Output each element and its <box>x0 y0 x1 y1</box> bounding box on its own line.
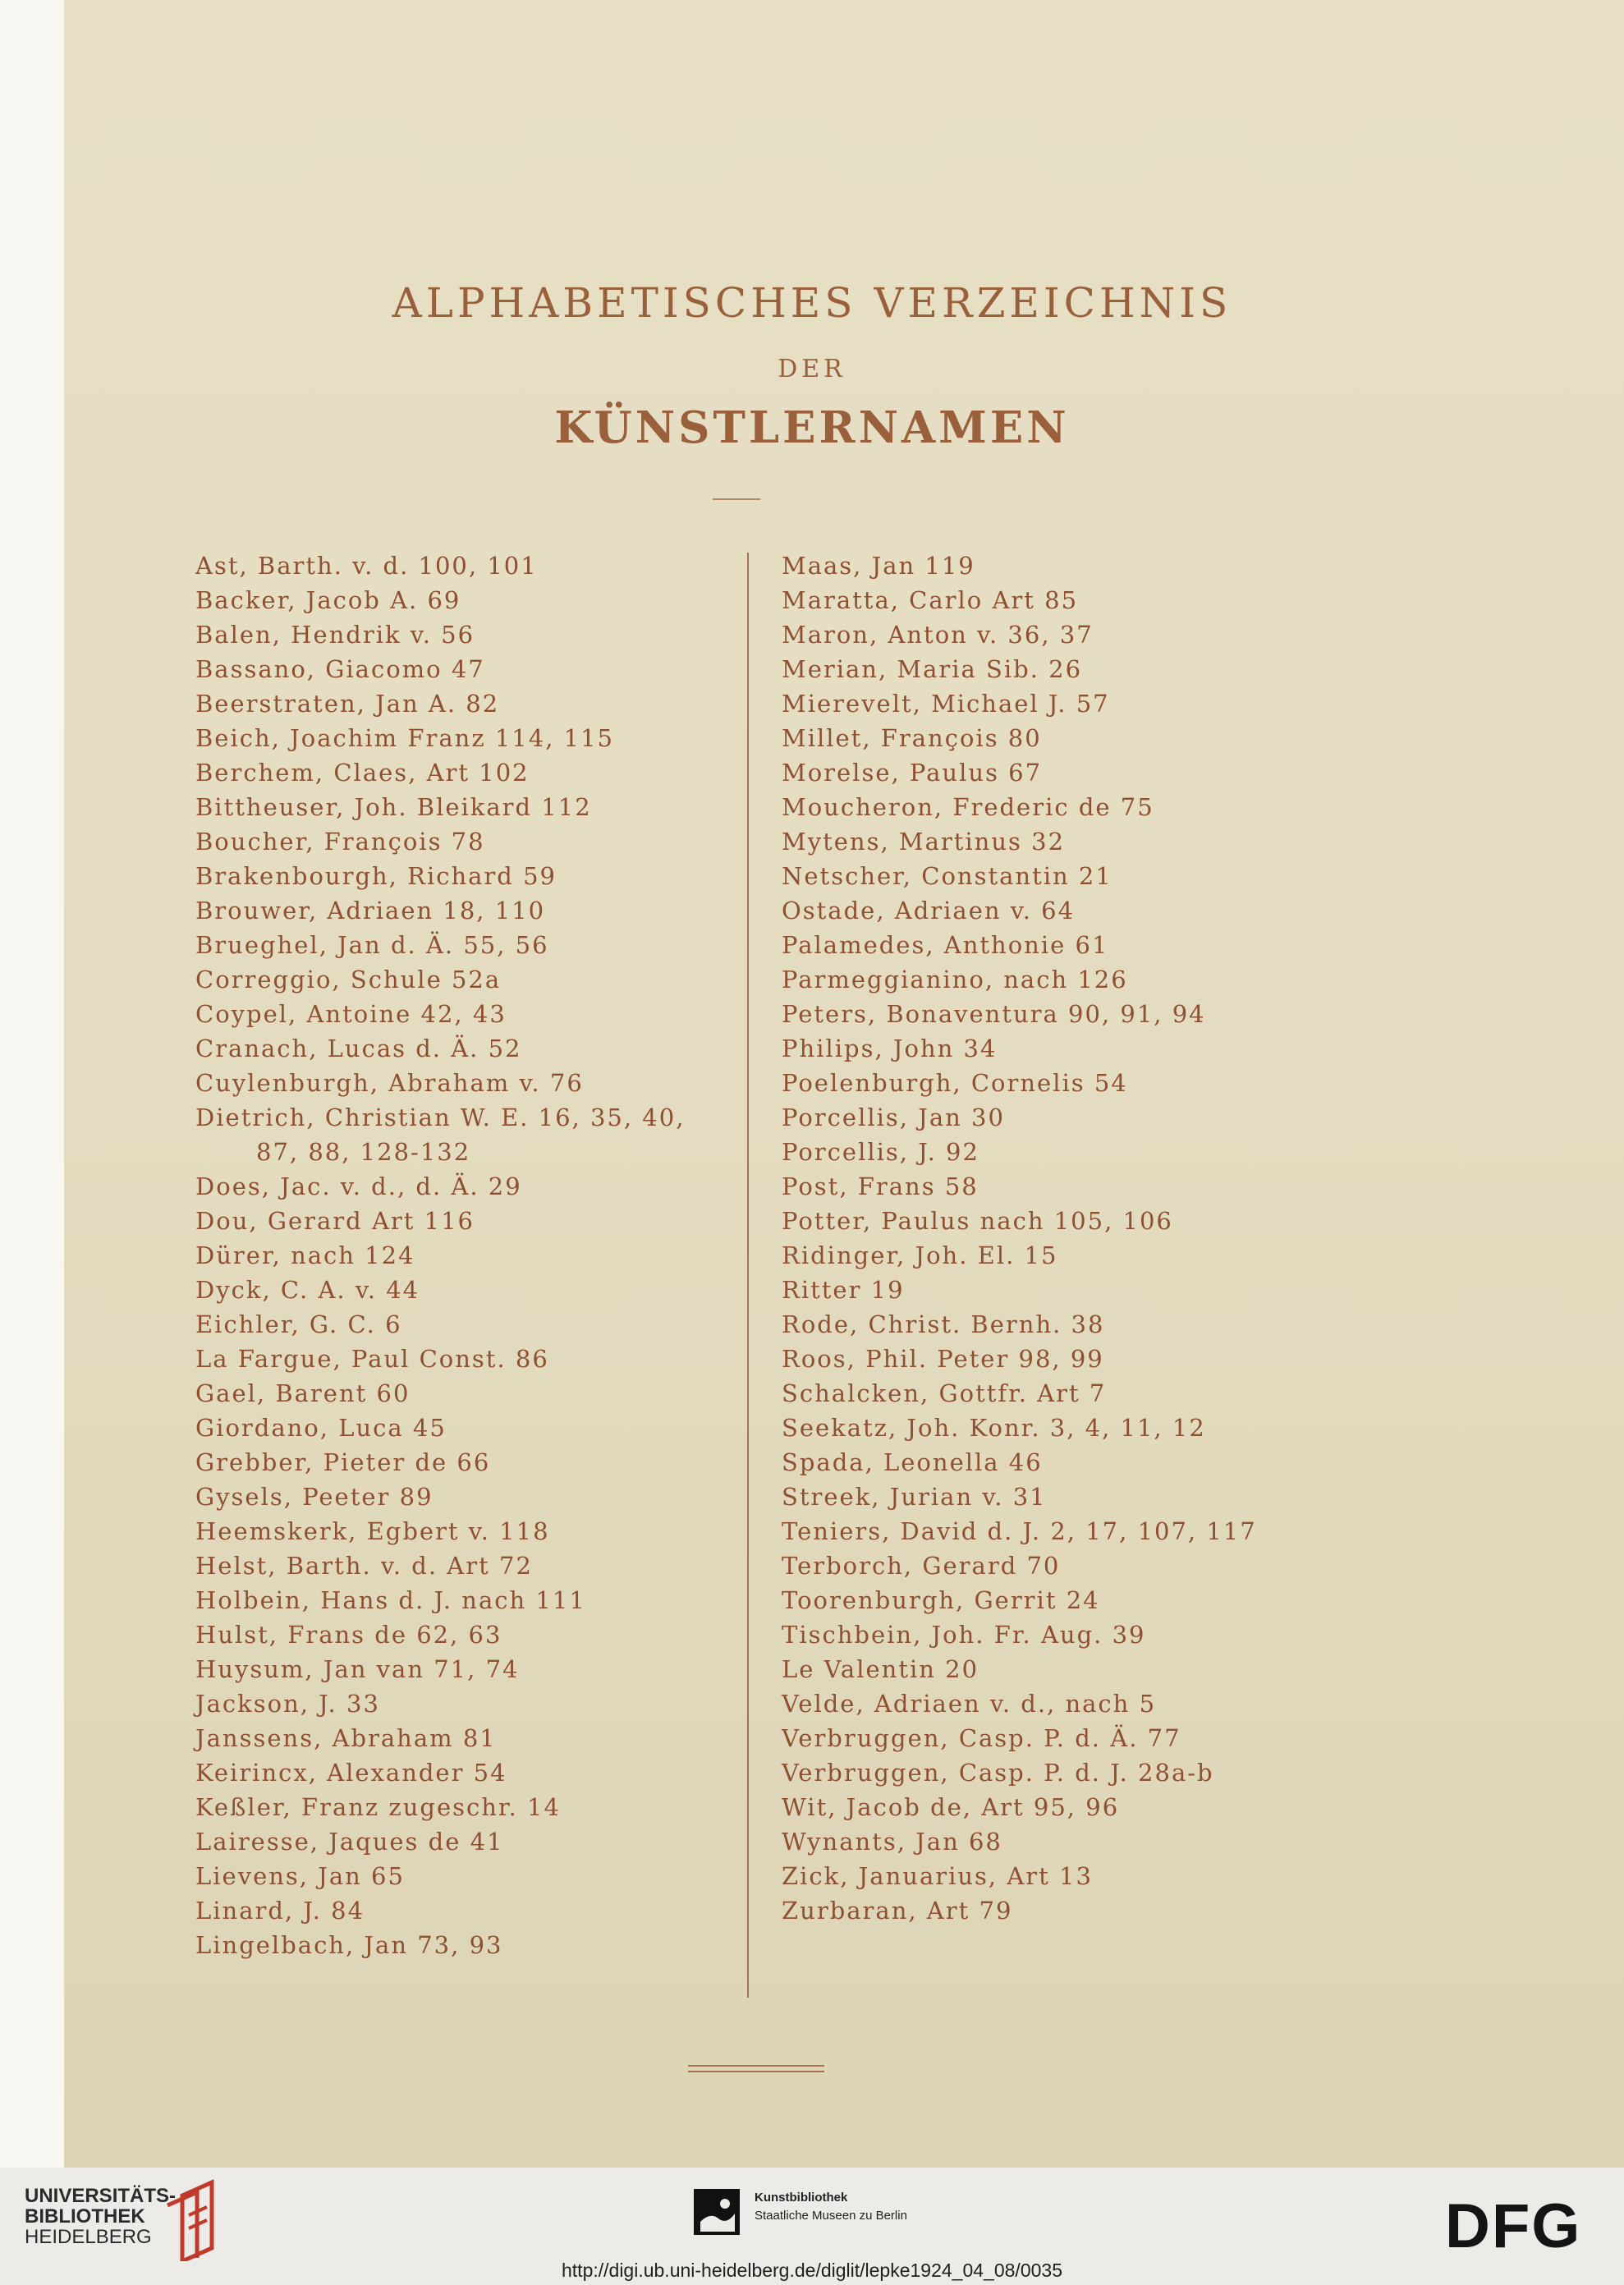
index-column-right <box>782 548 1257 1928</box>
index-entry: Wit, Jacob de, Art 95, 96 <box>782 1793 1120 1821</box>
index-entry: Gysels, Peeter 89 <box>195 1483 434 1511</box>
index-entry: Verbruggen, Casp. P. d. J. 28a-b <box>782 1759 1214 1787</box>
index-entry: Dürer, nach 124 <box>195 1241 415 1269</box>
index-entry: Ridinger, Joh. El. 15 <box>782 1241 1058 1269</box>
index-entry: Philips, John 34 <box>782 1035 998 1062</box>
index-entry: Cuylenburgh, Abraham v. 76 <box>195 1069 584 1097</box>
index-entry: Backer, Jacob A. 69 <box>195 586 461 614</box>
index-entry: Post, Frans 58 <box>782 1172 979 1200</box>
index-column-left <box>195 548 685 1962</box>
dfg-logo[interactable]: DFG <box>1445 2191 1582 2261</box>
index-entry: Linard, J. 84 <box>195 1897 365 1925</box>
index-entry: Velde, Adriaen v. d., nach 5 <box>782 1690 1157 1718</box>
index-entry: Morelse, Paulus 67 <box>782 759 1043 787</box>
index-entry: Brueghel, Jan d. Ä. 55, 56 <box>195 931 549 959</box>
index-entry: Palamedes, Anthonie 61 <box>782 931 1109 959</box>
index-entry: La Fargue, Paul Const. 86 <box>195 1345 549 1373</box>
index-entry: Jackson, J. 33 <box>195 1690 380 1718</box>
kb-subtitle: Staatliche Museen zu Berlin <box>755 2209 907 2223</box>
index-entry: Keßler, Franz zugeschr. 14 <box>195 1793 561 1821</box>
index-entry: Correggio, Schule 52a <box>195 966 502 993</box>
index-entry: Ast, Barth. v. d. 100, 101 <box>195 552 538 580</box>
index-entry: Brouwer, Adriaen 18, 110 <box>195 897 546 925</box>
index-entry: Ostade, Adriaen v. 64 <box>782 897 1076 925</box>
index-entry: Lievens, Jan 65 <box>195 1862 405 1890</box>
index-entry: Berchem, Claes, Art 102 <box>195 759 530 787</box>
index-entry: Helst, Barth. v. d. Art 72 <box>195 1552 533 1580</box>
index-entry: Balen, Hendrik v. 56 <box>195 621 475 649</box>
kb-title: Kunstbibliothek <box>755 2191 848 2205</box>
ub-emblem-icon <box>164 2179 230 2261</box>
index-entry: Dyck, C. A. v. 44 <box>195 1276 420 1304</box>
index-entry: Potter, Paulus nach 105, 106 <box>782 1207 1173 1235</box>
index-entry: Netscher, Constantin 21 <box>782 862 1112 890</box>
index-entry: Zurbaran, Art 79 <box>782 1897 1013 1925</box>
index-entry: Brakenbourgh, Richard 59 <box>195 862 557 890</box>
index-entry: Maas, Jan 119 <box>782 552 975 580</box>
index-entry: Rode, Christ. Bernh. 38 <box>782 1310 1105 1338</box>
permalink-url[interactable]: http://digi.ub.uni-heidelberg.de/diglit/lepke1924_04_08/0035 <box>562 2260 1062 2281</box>
index-entry: Spada, Leonella 46 <box>782 1448 1043 1476</box>
ub-logo-line-1: UNIVERSITÄTS- <box>25 2185 177 2207</box>
index-entry: Mytens, Martinus 32 <box>782 828 1066 856</box>
index-entry: Heemskerk, Egbert v. 118 <box>195 1517 550 1545</box>
index-entry: Beich, Joachim Franz 114, 115 <box>195 724 614 752</box>
ub-logo-line-2: BIBLIOTHEK <box>25 2205 145 2228</box>
heading-line-1: ALPHABETISCHES VERZEICHNIS <box>392 279 1232 327</box>
index-entry: Seekatz, Joh. Konr. 3, 4, 11, 12 <box>782 1414 1206 1442</box>
index-entry: Giordano, Luca 45 <box>195 1414 447 1442</box>
index-entry: Tischbein, Joh. Fr. Aug. 39 <box>782 1621 1146 1649</box>
index-entry: Streek, Jurian v. 31 <box>782 1483 1047 1511</box>
index-entry: Dou, Gerard Art 116 <box>195 1207 475 1235</box>
index-entry: Cranach, Lucas d. Ä. 52 <box>195 1035 522 1062</box>
index-entry: Zick, Januarius, Art 13 <box>782 1862 1093 1890</box>
index-entry: Merian, Maria Sib. 26 <box>782 655 1083 683</box>
index-entry: Le Valentin 20 <box>782 1655 979 1683</box>
index-entry: Janssens, Abraham 81 <box>195 1724 497 1752</box>
index-entry: Wynants, Jan 68 <box>782 1828 1002 1856</box>
index-entry: Peters, Bonaventura 90, 91, 94 <box>782 1000 1206 1028</box>
index-entry: Ritter 19 <box>782 1276 905 1304</box>
end-ornament-rule <box>688 2065 824 2072</box>
index-entry: Holbein, Hans d. J. nach 111 <box>195 1586 586 1614</box>
index-entry: Keirincx, Alexander 54 <box>195 1759 507 1787</box>
index-entry: Does, Jac. v. d., d. Ä. 29 <box>195 1172 522 1200</box>
index-entry-continuation: 87, 88, 128-132 <box>256 1138 471 1166</box>
index-entry: Toorenburgh, Gerrit 24 <box>782 1586 1100 1614</box>
index-entry: Boucher, François 78 <box>195 828 485 856</box>
index-entry: Poelenburgh, Cornelis 54 <box>782 1069 1128 1097</box>
index-entry: Porcellis, J. 92 <box>782 1138 979 1166</box>
index-entry: Hulst, Frans de 62, 63 <box>195 1621 502 1649</box>
index-entry: Huysum, Jan van 71, 74 <box>195 1655 520 1683</box>
kunstbibliothek-emblem-icon <box>694 2189 740 2235</box>
index-entry: Teniers, David d. J. 2, 17, 107, 117 <box>782 1517 1257 1545</box>
index-entry: Terborch, Gerard 70 <box>782 1552 1061 1580</box>
index-entry: Maron, Anton v. 36, 37 <box>782 621 1094 649</box>
heading-line-3: KÜNSTLERNAMEN <box>554 402 1070 453</box>
index-entry: Verbruggen, Casp. P. d. Ä. 77 <box>782 1724 1181 1752</box>
column-divider <box>747 553 749 1998</box>
index-entry: Millet, François 80 <box>782 724 1042 752</box>
index-entry: Schalcken, Gottfr. Art 7 <box>782 1379 1107 1407</box>
index-entry: Gael, Barent 60 <box>195 1379 411 1407</box>
index-entry: Maratta, Carlo Art 85 <box>782 586 1079 614</box>
index-entry: Grebber, Pieter de 66 <box>195 1448 491 1476</box>
index-entry: Roos, Phil. Peter 98, 99 <box>782 1345 1104 1373</box>
index-entry: Lingelbach, Jan 73, 93 <box>195 1931 503 1959</box>
index-entry: Eichler, G. C. 6 <box>195 1310 402 1338</box>
index-entry: Bassano, Giacomo 47 <box>195 655 485 683</box>
index-entry: Lairesse, Jaques de 41 <box>195 1828 504 1856</box>
index-entry: Moucheron, Frederic de 75 <box>782 793 1154 821</box>
heading-line-2: DER <box>778 355 846 383</box>
index-entry: Porcellis, Jan 30 <box>782 1103 1005 1131</box>
university-library-logo[interactable] <box>25 2186 176 2247</box>
heading-divider <box>713 498 760 500</box>
index-entry: Coypel, Antoine 42, 43 <box>195 1000 507 1028</box>
index-entry: Dietrich, Christian W. E. 16, 35, 40, <box>195 1103 686 1131</box>
index-entry: Mierevelt, Michael J. 57 <box>782 690 1110 718</box>
ub-logo-line-3: HEIDELBERG <box>25 2226 152 2248</box>
index-entry: Bittheuser, Joh. Bleikard 112 <box>195 793 592 821</box>
index-entry: Parmeggianino, nach 126 <box>782 966 1128 993</box>
index-entry: Beerstraten, Jan A. 82 <box>195 690 500 718</box>
